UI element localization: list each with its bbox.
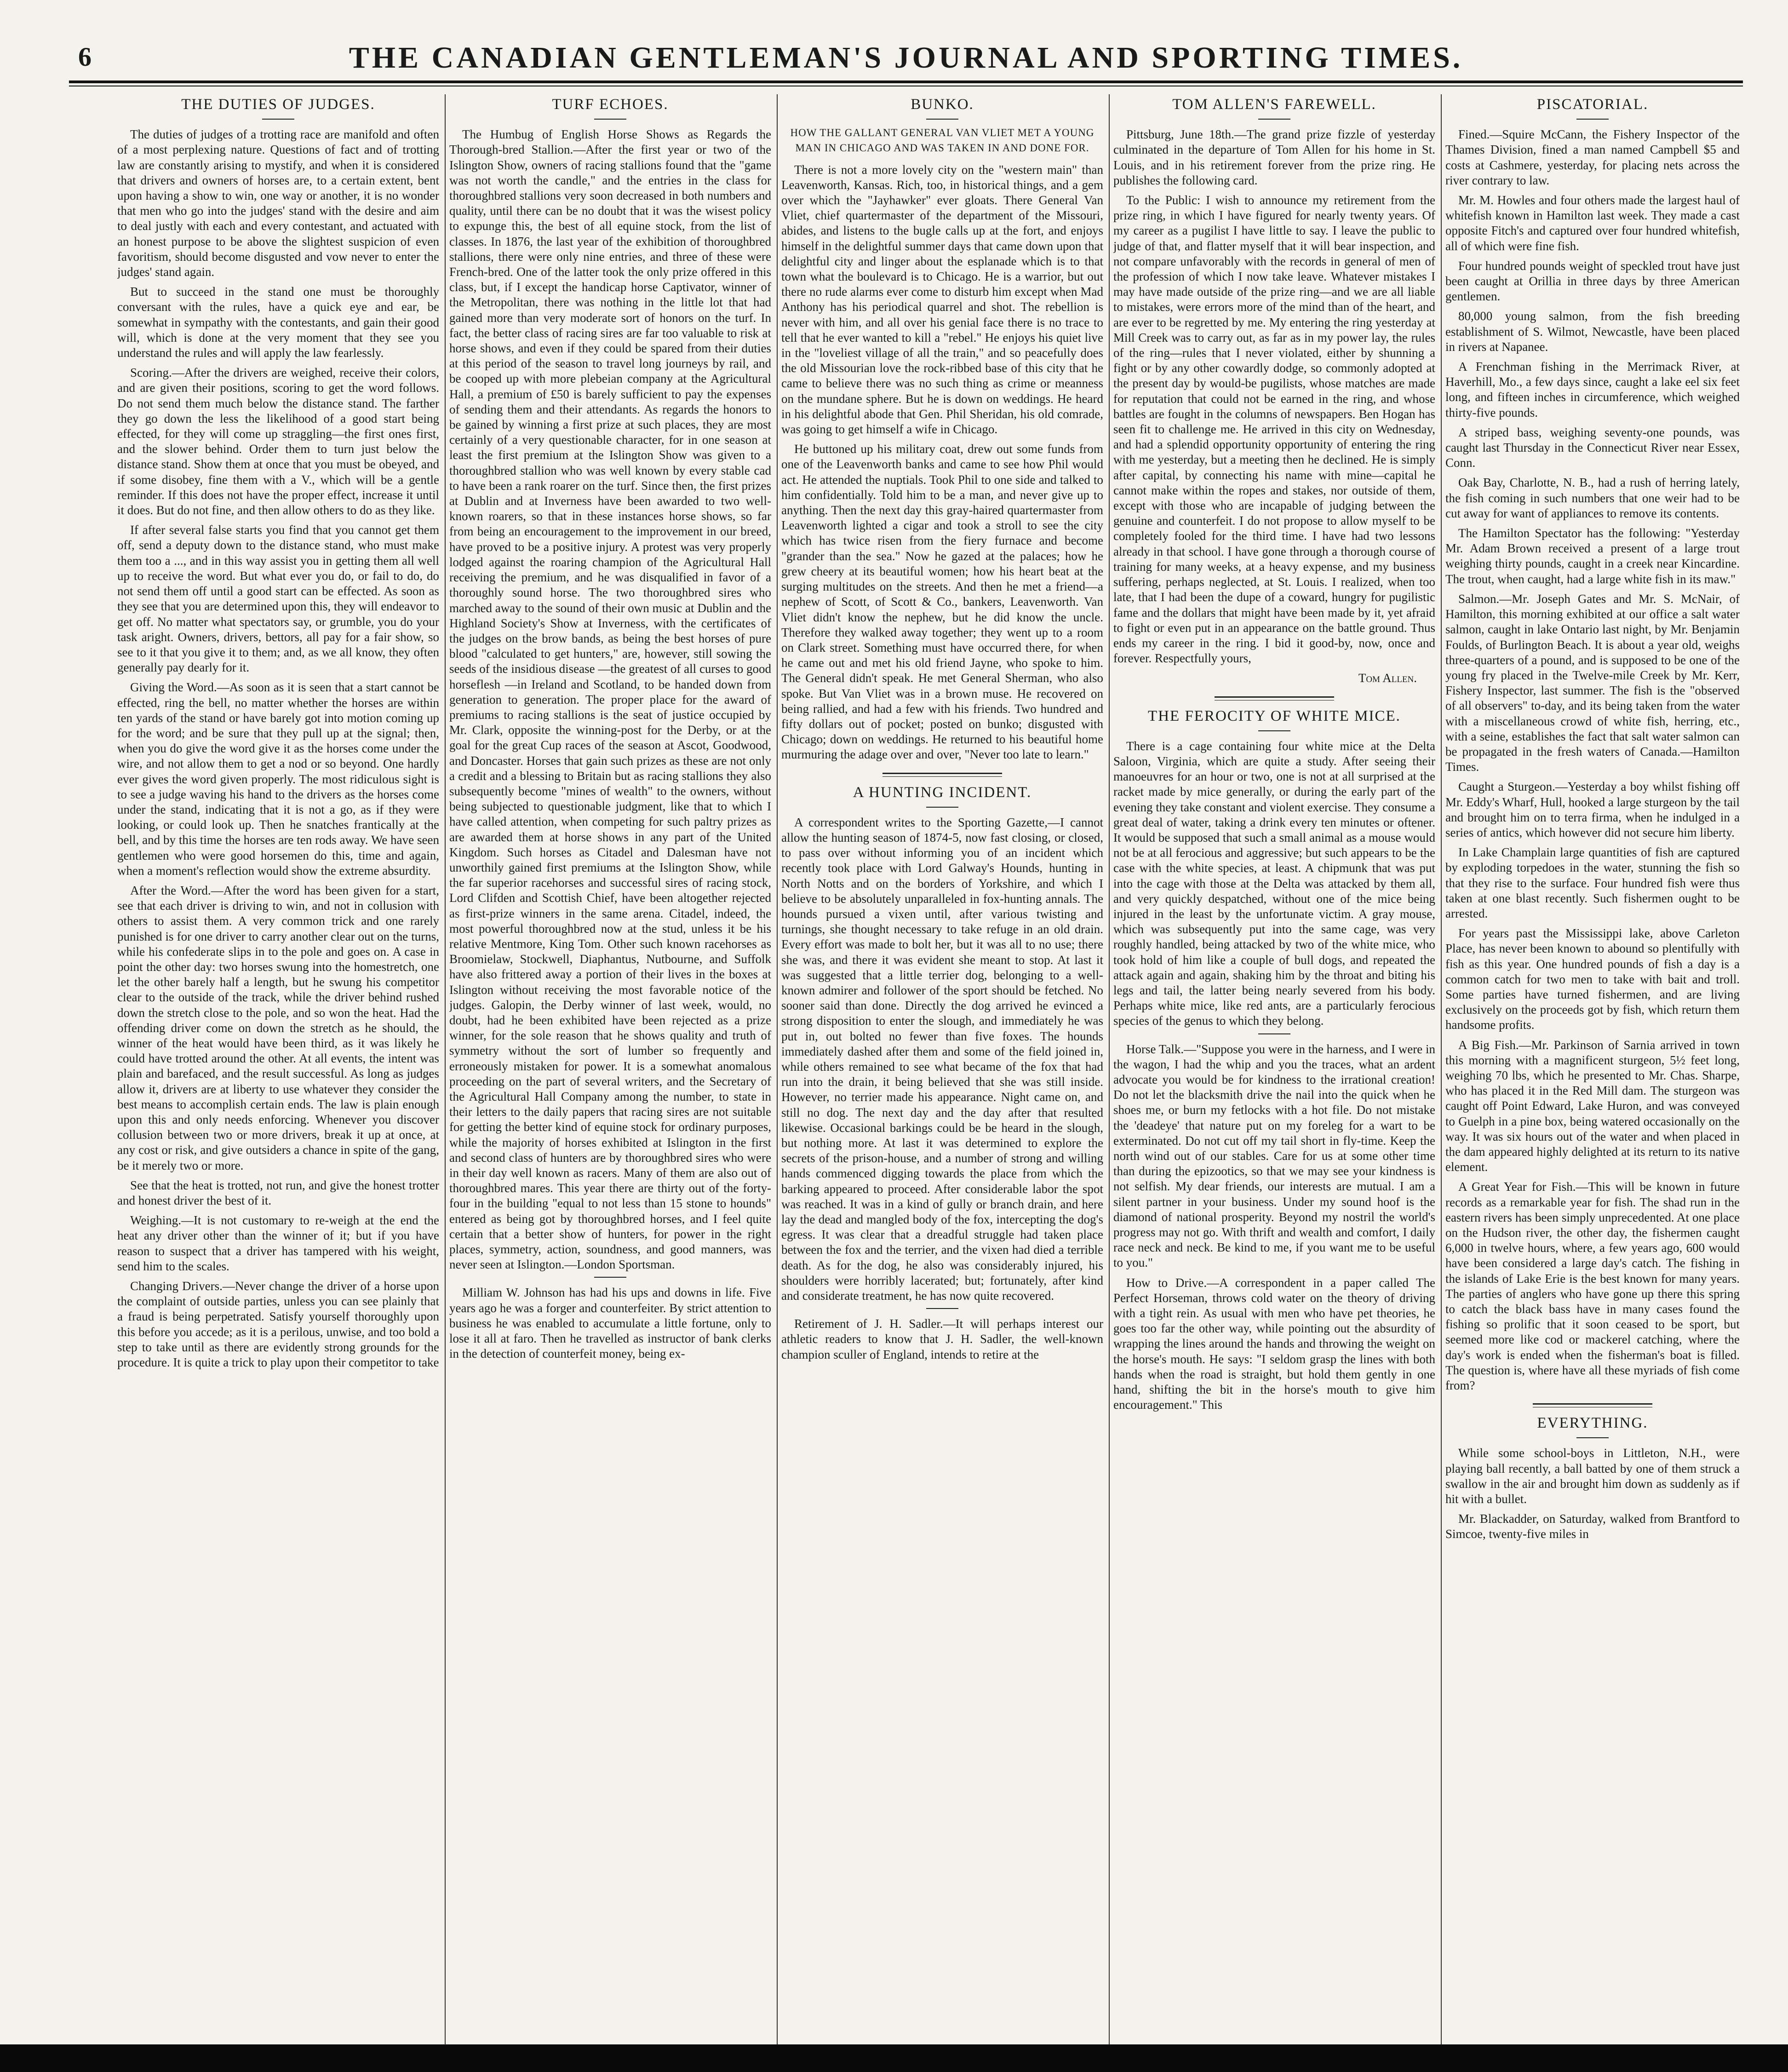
newspaper-title: THE CANADIAN GENTLEMAN'S JOURNAL AND SPORTING TIMES.: [349, 41, 1463, 75]
scan-edge-bar: [0, 2044, 1788, 2072]
article-heading: THE FEROCITY OF WHITE MICE.: [1148, 707, 1401, 724]
article-paragraph: For years past the Mississippi lake, above Carleton Place, has never been known to abound so plentifully with fish as this year. One hundred pounds of fish a day is a common catch for two men to take with bait and troll. Some parties have turned fishermen, and are living exclusively on the proceeds got by fish, which return them handsome profits.: [1445, 926, 1740, 1032]
article-paragraph: In Lake Champlain large quantities of fish are captured by exploding torpedoes in the water, stunning the fish so that they rise to the surface. Four hundred fish were thus taken at one blast recently. Such fishermen ought to be arrested.: [1445, 845, 1740, 920]
article-paragraph: To the Public: I wish to announce my retirement from the prize ring, in which I have figured for nearly twenty years. Of my career as a pugilist I have little to say. I leave the public to judge of that, and flatter myself that it will bear inspection, and not compare unfavorably with the records in general of men of the profession of which I now take leave. Whatever mistakes I may have made outside of the prize ring—and we are all liable to mistakes, were errors more of the mind than of the heart, and are ever to be regretted by me. My entering the ring yesterday at Mill Creek was to carry out, as far as in my power lay, the rules of the ring—rules that I never violated, either by shunning a fight or by any other cowardly dodge, so commonly adopted at the present day by would-be pugilists, whose matches are made for reputation that could not be earned in the ring, and whose battles are fought in the columns of newspapers. Ben Hogan has seen fit to challenge me. He arrived in this city on Wednesday, and had a splendid opportunity opportunity of entering the ring with me yesterday, but a meeting then he declined. He is simply after capital, by connecting his name with mine—capital he cannot make within the ropes and stakes, nor outside of them, except with those who are incapable of judging between the genuine and counterfeit. I do not propose to allow myself to be completely fooled for the third time. I have had two lessons already in that school. I have gone through a thorough course of training for many weeks, at a heavy expense, and my business suffering, perhaps neglected, at St. Louis. I realized, when too late, that I had been the dupe of a coward, hungry for pugilistic fame and the dollars that might have been made by it, yet afraid to fight or even put in an appearance on the battle ground. Thus ends my career in the ring. I bid it good-by, now, once and forever. Respectfully yours,: [1113, 193, 1435, 666]
article-paragraph: Milliam W. Johnson has had his ups and downs in life. Five years ago he was a forger and counterfeiter. By strict attention to business he was enabled to accumulate a little fortune, only to lose it all at faro. Then he travelled as instructor of bank clerks in the detection of counterfeit money, being ex-: [449, 1286, 771, 1361]
column-divider: [1109, 94, 1110, 2044]
article-paragraph: Pittsburg, June 18th.—The grand prize fizzle of yesterday culminated in the departure of Tom Allen for his home in St. Louis, and in his retirement forever from the prize ring. He publishes the following card.: [1113, 127, 1435, 187]
article-paragraph: If after several false starts you find that you cannot get them off, send a deputy down to the distance stand, who must make them too a ..., and in this way assist you in getting them all well up to receive the word. But what ever you do, or fail to do, do not send them off until a good start can be effected. As soon as they see that you are determined upon this, they will endeavor to get off. No matter what spectators say, or grumble, you do your task aright. Owners, drivers, bettors, all pay for a fair show, so see to it that you give it to them; and, as we all know, they often generally pay dearly for it.: [117, 523, 439, 675]
article-paragraph: Fined.—Squire McCann, the Fishery Inspector of the Thames Division, fined a man named Campbell $5 and costs at Cashmere, yesterday, for placing nets across the river contrary to law.: [1445, 127, 1740, 187]
section-rule: [1533, 1403, 1652, 1407]
article-paragraph: He buttoned up his military coat, drew out some funds from one of the Leavenworth banks and came to see how Phil would act. He attended the nuptials. Took Phil to one side and talked to him confidentially. Told him to be a man, and never give up to anything. Then the next day this gray-haired quartermaster from Leavenworth lighted a cigar and took a stroll to see the city which has twice risen from the fiery furnace and become "grander than the sea." Now he gazed at the palaces; how he grew cheery at its beautiful women; how his heart beat at the surging multitudes on the streets. And then he met a friend—a nephew of Scott, of Scott & Co., bankers, Leavenworth. Van Vliet didn't know the nephew, but he did know the uncle. Therefore they walked away together; they went up to a room on Clark street. Something must have occurred there, for when he came out and met his old friend Jayne, who spoke to him. The General didn't speak. He met General Sherman, who also spoke. But Van Vliet was in a brown muse. He recovered on being rallied, and had a few with his friends. Two hundred and fifty dollars out of pocket; posted on bunko; disgusted with Chicago; down on weddings. He returned to his beautiful home murmuring the adage over and over, "Never too late to learn.": [781, 442, 1103, 762]
column-3: [781, 94, 1103, 2044]
column-2: [449, 94, 771, 2044]
heading-rule: [1258, 730, 1290, 731]
article-heading: TOM ALLEN'S FAREWELL.: [1172, 96, 1376, 113]
article-paragraph: Retirement of J. H. Sadler.—It will perhaps interest our athletic readers to know that J. H. Sadler, the well-known champion sculler of England, intends to retire at the: [781, 1317, 1103, 1361]
heading-rule: [262, 119, 294, 120]
column-5: [1445, 94, 1740, 2044]
article-paragraph: A striped bass, weighing seventy-one pounds, was caught last Thursday in the Connecticut River near Essex, Conn.: [1445, 425, 1740, 470]
article-paragraph: Salmon.—Mr. Joseph Gates and Mr. S. McNair, of Hamilton, this morning exhibited at our office a salt water salmon, caught in lake Ontario last night, by Mr. Benjamin Foulds, of Burlington Beach. It is about a year old, weighs three-quarters of a pound, and is supposed to be one of the young fry placed in the Twelve-mile Creek by Mr. Kerr, Fishery Inspector, last summer. The fish is the "observed of all observers" to-day, and its being taken from the water with a miscellaneous crowd of white fish, herring, etc., with a seine, establishes the fact that salt water salmon can be propagated in the fresh waters of Canada.—Hamilton Times.: [1445, 591, 1740, 774]
article-paragraph: Mr. Blackadder, on Saturday, walked from Brantford to Simcoe, twenty-five miles in: [1445, 1512, 1740, 1541]
article-paragraph: While some school-boys in Littleton, N.H., were playing ball recently, a ball batted by one of them struck a swallow in the air and brought him down as suddenly as if hit with a bullet.: [1445, 1446, 1740, 1506]
column-4: [1113, 94, 1435, 2044]
column-divider: [445, 94, 446, 2044]
article-paragraph: Giving the Word.—As soon as it is seen that a start cannot be effected, ring the bell, no matter whether the horses are within ten yards of the stand or have barely got into motion coming up for the word; and be sure that they pull up at the signal; then, when you do give the word give it as the horses come under the wire, and not allow them to get a nod or so beyond. One hardly ever gives the word given properly. The most ridiculous sight is to see a judge waving his hand to the drivers as the horses come under the stand, indicating that it is not a go, as if they were looking, or could look up. Then he snatches frantically at the bell, and by this time the horses are ten rods away. We have seen gentlemen who were good horsemen do this, time and again, when a moment's reflection would show the extreme absurdity.: [117, 680, 439, 878]
article-paragraph: But to succeed in the stand one must be thoroughly conversant with the rules, have a quick eye and ear, be somewhat in sympathy with the contestants, and gain their good will, which is done at the very moment that they see you understand the rules and will apply the law fearlessly.: [117, 285, 439, 360]
heading-rule: [1576, 119, 1609, 120]
article-heading: A HUNTING INCIDENT.: [853, 784, 1032, 801]
column-divider: [777, 94, 778, 2044]
section-rule: [883, 773, 1002, 777]
heading-rule: [926, 119, 958, 120]
article-paragraph: After the Word.—After the word has been given for a start, see that each driver is driving to win, and not in collusion with others to assist them. A very common trick and one rarely punished is for one driver to carry another clear out on the turns, while his confederate slips in to the pole and goes on. A case in point the other day: two horses swung into the homestretch, one let the other barely half a length, but he swung his competitor clear to the outside of the track, while the driver behind rushed down the stretch close to the pole, and so won the heat. Had the offending driver come on down the stretch as he should, the winner of the heat would have been third, as it was likely he could have trotted around the other. At all events, the intent was plain and barefaced, and the result successful. As long as judges allow it, drivers are at liberty to use whatever they consider the best means to accomplish certain ends. The law is plain enough upon this and only needs enforcing. Whenever you discover collusion between two or more drivers, break it up at once, at any cost or risk, and give outsiders a chance in spite of the gang, be it merely two or more.: [117, 883, 439, 1172]
column-divider: [1441, 94, 1442, 2044]
article-paragraph: How to Drive.—A correspondent in a paper called The Perfect Horseman, throws cold water on the theory of driving with a tight rein. As usual with men who have pet theories, he goes too far the other way, while pointing out the absurdity of wrapping the lines around the hands and throwing the weight on the horse's mouth. He says: "I seldom grasp the lines with both hands when the road is straight, but hold them gently in one hand, shifting the bit in the horse's mouth to give him encouragement." This: [1113, 1275, 1435, 1412]
article-paragraph: There is a cage containing four white mice at the Delta Saloon, Virginia, which are quite a study. After seeing their manoeuvres for an hour or two, one is not at all surprised at the racket made by mice generally, or during the early part of the evening they take constant and violent exercise. They consume a great deal of water, taking a drink every ten minutes or oftener. It would be supposed that such a small animal as a mouse would not be at all ferocious and aggressive; but such appears to be the case with the white species, at least. A chipmunk that was put into the cage with those at the Delta was attacked by them all, and very quickly despatched, without one of the mice being injured in the least by the unfortunate victim. A gray mouse, which was subsequently put into the same cage, was very roughly handled, being attacked by two of the white mice, who took hold of him like a couple of bull dogs, and repeated the attack again and again, shaking him by the throat and biting his legs and tail, the latter being nearly severed from his body. Perhaps white mice, like red ants, are a particularly ferocious species of the genus to which they belong.: [1113, 739, 1435, 1028]
article-paragraph: Changing Drivers.—Never change the driver of a horse upon the complaint of outside parties, unless you can see plainly that a fraud is being perpetrated. Satisfy yourself thoroughly upon this before you accede; as it is a perilous, unwise, and too bold a step to take until as there are evidently strong grounds for the procedure. It is quite a trick to play upon their competitor to take: [117, 1279, 439, 1370]
article-paragraph: A Great Year for Fish.—This will be known in future records as a remarkable year for fish. The shad run in the eastern rivers has been simply unprecedented. At one place on the Hudson river, the other day, the fishermen caught 6,000 in twelve hours, where, a few years ago, 600 would have been considered a large day's catch. The fishing in the islands of Lake Erie is the best known for many years. The parties of anglers who have gone up there this spring to catch the black bass have in many cases found the fishing so prolific that it soon ceased to be sport, but seemed more like cod or mackerel catching, where the day's work is ended when the fisherman's boat is filled. The question is, where have all these myriads of fish come from?: [1445, 1180, 1740, 1393]
article-paragraph: See that the heat is trotted, not run, and give the honest trotter and honest driver the best of it.: [117, 1178, 439, 1208]
masthead: [69, 37, 1743, 87]
heading-rule: [1576, 1437, 1609, 1438]
article-paragraph: 80,000 young salmon, from the fish breeding establishment of S. Wilmot, Newcastle, have been placed in rivers at Napanee.: [1445, 309, 1740, 354]
article-paragraph: Weighing.—It is not customary to re-weigh at the end the heat any driver other than the winner of it; but if you have reason to suspect that a driver has tampered with his weight, send him to the scales.: [117, 1213, 439, 1273]
article-signature: Tom Allen.: [1358, 671, 1417, 685]
article-paragraph: The duties of judges of a trotting race are manifold and often of a most perplexing nature. Questions of fact and of trotting law are constantly arising to mystify, and when it is considered that drivers and owners of horses are, to a certain extent, bent upon having a show to win, one way or another, it is no wonder that men who go into the judges' stand with the desire and aim to deal justly with each and every contestant, and actuated with an honest purpose to be above the slightest suspicion of even favoritism, should become disgusted and vow never to enter the judges' stand again.: [117, 127, 439, 279]
article-paragraph: There is not a more lovely city on the "western main" than Leavenworth, Kansas. Rich, too, in historical things, and a gem over which the "Jayhawker" ever gloats. There General Van Vliet, chief quartermaster of the department of the Missouri, abides, and listens to the bugle calls up at the fort, and enjoys himself in the delightful summer days that came down upon that delightful city and linger about the esplanade which is to that town what the boulevard is to Chicago. He is a warrior, but out there no rude alarms ever come to disturb him except when Mad Anthony has his periodical quarrel and shot. The rebellion is never with him, and all over his genial face there is no trace to tell that he ever wanted to kill a "rebel." He enjoys his quiet live in the "loveliest village of all the train," and so peacefully does the old Missourian love the rock-ribbed base of this city that he came to believe there was no such thing as crime or meanness on the mundane sphere. But he is down on weddings. He heard in his delightful abode that Gen. Phil Sheridan, his old comrade, was going to get himself a wife in Chicago.: [781, 162, 1103, 436]
page-number: 6: [78, 42, 92, 72]
article-paragraph: A correspondent writes to the Sporting Gazette,—I cannot allow the hunting season of 1874-5, now fast closing, or closed, to pass over without informing you of an incident which recently took place with Lord Galway's Hounds, hunting in North Notts and on the borders of Yorkshire, and which I believe to be absolutely unparalleled in fox-hunting annals. The hounds pursued a vixen until, after various twisting and turnings, she thought necessary to take refuge in an old drain. Every effort was made to bolt her, but it was all to no use; there she was, and there it was evident she meant to stop. At last it was suggested that a little terrier dog, belonging to a well-known admirer and follower of the sport should be fetched. No sooner said than done. Directly the dog arrived he evinced a strong disposition to enter the slough, and immediately he was put in, out bolted no fewer than five foxes. The hounds immediately dashed after them and some of the field joined in, while others remained to see what became of the fox that had run into the drain, it being believed that she was still inside. However, no terrier made his appearance. Night came on, and still no dog. The next day and the day after that resulted likewise. Occasional barkings could be be heard in the slough, but nothing more. At last it was determined to explore the secrets of the prison-house, and a number of strong and willing hands commenced digging towards the place from which the barking appeared to proceed. After considerable labor the spot was reached. It was in a kind of gully or branch drain, and here lay the dead and mangled body of the fox, intercepting the dog's egress. It was clear that a dreadful struggle had taken place between the fox and the terrier, and the vixen had died a terrible death. As for the dog, he also was considerably injured, his shoulders were horribly lacerated; but; fortunately, after kind and considerate treatment, he has now quite recovered.: [781, 815, 1103, 1303]
heading-rule: [594, 119, 626, 120]
article-paragraph: Caught a Sturgeon.—Yesterday a boy whilst fishing off Mr. Eddy's Wharf, Hull, hooked a large sturgeon by the tail and brought him on to terra firma, when he indulged in a series of antics, which however did not secure him liberty.: [1445, 780, 1740, 839]
article-heading: BUNKO.: [911, 96, 974, 113]
article-paragraph: A Frenchman fishing in the Merrimack River, at Haverhill, Mo., a few days since, caught a lake eel six feet long, and fifteen inches in circumference, which weighed thirty-five pounds.: [1445, 360, 1740, 419]
article-heading: PISCATORIAL.: [1536, 96, 1649, 113]
article-paragraph: A Big Fish.—Mr. Parkinson of Sarnia arrived in town this morning with a magnificent sturgeon, 5½ feet long, weighing 70 lbs, which he presented to Mr. Chas. Sharpe, who has placed it in the Red Mill dam. The sturgeon was caught off Point Edward, Lake Huron, and was conveyed to Guelph in a pine box, being watered occasionally on the way. It was six hours out of the water and when placed in the dam appeared highly delighted at its return to its native element.: [1445, 1038, 1740, 1174]
masthead-rule: [69, 80, 1743, 83]
heading-rule: [926, 807, 958, 808]
article-subheading: HOW THE GALLANT GENERAL VAN VLIET MET A YOUNG MAN IN CHICAGO AND WAS TAKEN IN AND DONE FOR.: [790, 127, 1095, 154]
article-paragraph: Oak Bay, Charlotte, N. B., had a rush of herring lately, the fish coming in such numbers that one weir had to be cut away for want of appliances to remove its contents.: [1445, 476, 1740, 520]
article-heading: THE DUTIES OF JUDGES.: [181, 96, 375, 113]
article-paragraph: The Humbug of English Horse Shows as Regards the Thorough-bred Stallion.—After the first year or two of the Islington Show, owners of racing stallions found that the "game was not worth the candle," and the entries in the class for thoroughbred stallions very soon decreased in both numbers and quality, until there can be no doubt that it was the wisest policy to expunge this, the best of all equine stock, from the list of classes. In 1876, the last year of the exhibition of thoroughbred stallions, there were only nine entries, and three of these were French-bred. One of the latter took the only prize offered in this class, but, if I except the handicap horse Captivator, winner of the Metropolitan, there was nothing in the little lot that had gained more than very moderate sort of honors on the turf. In fact, the better class of racing sires are far too valuable to risk at horse shows, and even if they could be spared from their duties at this period of the season to travel long journeys by rail, and be cooped up with more plebeian company at the Agricultural Hall, a premium of £50 is barely sufficient to pay the expenses of sending them and their attendants. As regards the honors to be gained by winning a first prize at such places, they are most certainly of a very questionable character, for in one season at least the first premium at the Islington Show was given to a thoroughbred stallion who was well known by every stable cad to have been a rank roarer on the turf. Since then, the first prizes at Dublin and at Inverness have been awarded to two well-known roarers, so that in these instances horse shows, so far from being an encouragement to the improvement in our breed, have proved to be a positive injury. A protest was very properly lodged against the roaring champion of the Agricultural Hall receiving the premium, and he was disqualified in favor of a thoroughly sound horse. The two thoroughbred sires who marched away to the sound of their own music at Dublin and the Highland Society's Show at Inverness, with the certificates of the judges on the brow bands, as being the best horses of pure blood "calculated to get hunters," are, however, still sowing the seeds of the insidious disease —the greatest of all curses to good horseflesh —in Ireland and Scotland, to be handed down from generation to generation. The proper place for the award of premiums to racing stallions is the seat of justice occupied by Mr. Clark, opposite the winning-post for the Derby, or at the goal for the great Cup races of the season at Ascot, Goodwood, and Doncaster. Horses that gain such prizes as these are not only a credit and a blessing to Britain but as racing stallions they also subsequently become "mines of wealth" to the owners, without being subjected to questionable judgment, like that to which I have called attention, when competing for such paltry prizes as are awarded them at horse shows in any part of the United Kingdom. Such horses as Citadel and Dalesman have not unworthily gained first premiums at the Islington Show, while the far superior racehorses and successful sires of racing stock, Lord Clifden and Scottish Chief, have been altogether rejected as first-prize winners in the same arena. Citadel, indeed, the most powerful thoroughbred now at the stud, unless it be his relative Mentmore, King Tom. Other such known racehorses as Broomielaw, Stockwell, Diaphantus, Nutbourne, and Suffolk have also frittered away a portion of their lives in the boxes at Islington without receiving the most favorable notice of the judges. Galopin, the Derby winner of last week, would, no doubt, had he been exhibited have been rejected as a prize winner, for the sole reason that he shows quality and truth of symmetry without the sort of lumber so frequently and erroneously mistaken for power. It is a somewhat anomalous proceeding on the part of several writers, and the Secretary of the Agricultural Hall Company among the number, to state in their letters to the daily papers that racing sires are not suitable for getting the better kind of equine stock for ordinary purposes, while the majority of horses exhibited at Islington in the first and second class of hunters are by thoroughbred sires who were in their day well known as racers. Many of them are also out of thoroughbred mares. This year there are thirty out of the forty-four in the building "equal to not less than 15 stone to hounds" entered as being got by thoroughbred horses, and I feel quite certain that a better show of hunters, for power in the right places, symmetry, action, soundness, and good manners, was never seen at Islington.—London Sportsman.: [449, 127, 771, 1272]
article-paragraph: Mr. M. Howles and four others made the largest haul of whitefish known in Hamilton last week. They made a cast opposite Fitch's and captured over four hundred whitefish, all of which were fine fish.: [1445, 193, 1740, 253]
heading-rule: [1258, 119, 1290, 120]
article-heading: EVERYTHING.: [1537, 1415, 1648, 1432]
article-paragraph: Horse Talk.—"Suppose you were in the harness, and I were in the wagon, I had the whip and you the traces, what an ardent advocate you would be for kindness to the irrational creation! Do not let the blacksmith drive the nail into the quick when he shoes me, or burn my fetlocks with a hot file. Do not mistake the 'deadeye' that nature put on my foreleg for a wart to be exterminated. Do not cut off my tail short in fly-time. Keep the north wind out of our stables. Care for us at some other time than during the epizootics, so that we may see your kindness is not selfish. My dear friends, our interests are mutual. I am a silent partner in your business. Under my sound hoof is the diamond of national prosperity. Beyond my nostril the world's progress may not go. With thrift and wealth and comfort, I daily race neck and neck. Be kind to me, if you want me to be useful to you.": [1113, 1042, 1435, 1270]
section-rule: [594, 1277, 626, 1278]
article-paragraph: Scoring.—After the drivers are weighed, receive their colors, and are given their positions, scoring to get the word follows. Do not send them much below the distance stand. The farther they go down the less the likelihood of a good start being effected, for they will come up straggling—the first ones first, and the slower behind. Order them to turn just below the distance stand. Show them at once that you must be obeyed, and if some disobey, fine them with a V., which will be a gentle reminder. If this does not have the proper effect, increase it until it does. But do not fine, and then allow others to do as they like.: [117, 366, 439, 517]
article-paragraph: The Hamilton Spectator has the following: "Yesterday Mr. Adam Brown received a present of a large trout weighing thirty pounds, caught in a creek near Kincardine. The trout, when caught, had a large white fish in its maw.": [1445, 526, 1740, 586]
column-1: [117, 94, 439, 2044]
article-heading: TURF ECHOES.: [552, 96, 669, 113]
section-rule: [1258, 1033, 1290, 1034]
section-rule: [1215, 696, 1334, 700]
article-paragraph: Four hundred pounds weight of speckled trout have just been caught at Orillia in three days by three American gentlemen.: [1445, 258, 1740, 304]
section-rule: [926, 1308, 958, 1309]
